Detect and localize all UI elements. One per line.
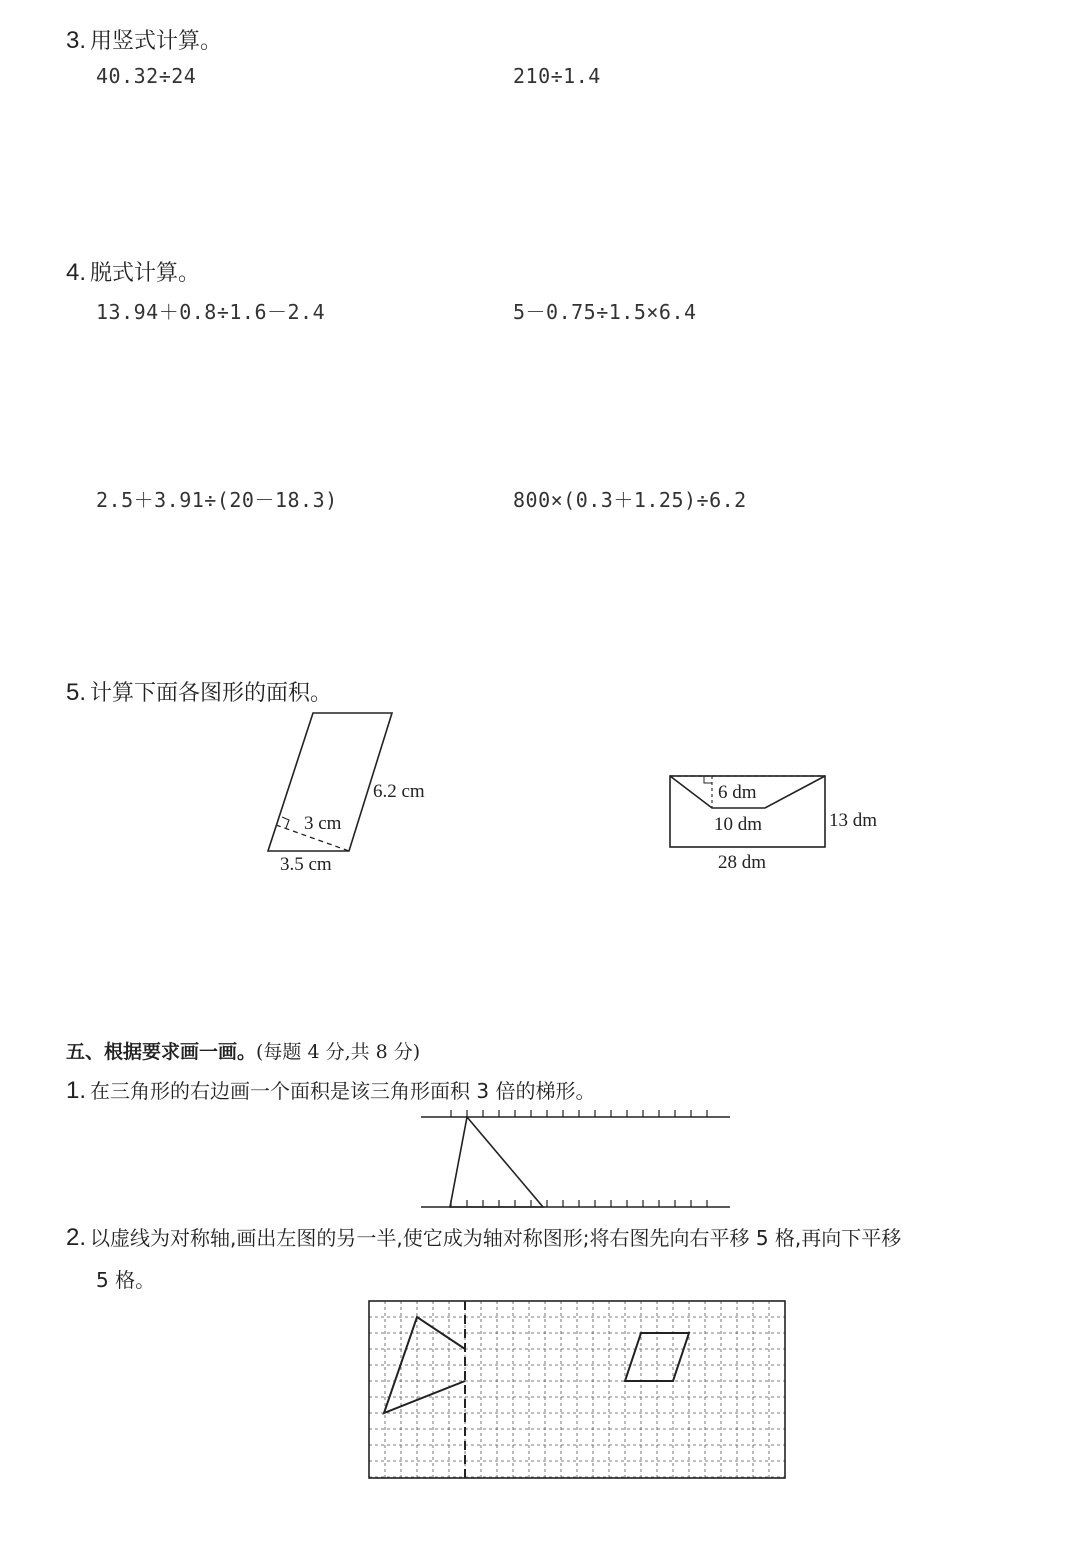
parallelogram-side-label: 6.2 cm <box>373 781 425 802</box>
q4-expr-3: 2.5＋3.91÷(20－18.3) <box>96 488 338 512</box>
bottom-line-ticks <box>451 1200 707 1207</box>
q5-number: 5. <box>66 679 87 706</box>
parallelogram-height-label: 3 cm <box>304 813 342 834</box>
q3-expr-2: 210÷1.4 <box>513 64 601 88</box>
section5-note: (每题 4 分,共 8 分) <box>256 1041 421 1063</box>
draw2-text-line2-wrap <box>96 1264 155 1293</box>
section5-title: 五、根据要求画一画。 <box>66 1041 257 1063</box>
parallel-lines-triangle <box>421 1110 730 1207</box>
q3-number: 3. <box>66 27 87 54</box>
draw1-number: 1. <box>66 1077 87 1104</box>
draw2-text-line1: 以虚线为对称轴,画出左图的另一半,使它成为轴对称图形;将右图先向右平移 5 格,再向下平移 <box>90 1226 902 1250</box>
rectangle-height-label: 13 dm <box>829 810 878 831</box>
rectangle-width-label: 28 dm <box>718 852 767 873</box>
draw1-heading <box>66 1075 595 1105</box>
q5-title: 计算下面各图形的面积。 <box>90 681 333 706</box>
draw2-heading <box>66 1222 901 1252</box>
q4-number: 4. <box>66 259 87 286</box>
q4-expr-2: 5－0.75÷1.5×6.4 <box>513 300 697 324</box>
q3-title: 用竖式计算。 <box>90 29 223 54</box>
parallelogram-base-label: 3.5 cm <box>280 854 332 875</box>
parallelogram-figure <box>268 713 425 875</box>
draw1-text: 在三角形的右边画一个面积是该三角形面积 3 倍的梯形。 <box>90 1079 596 1103</box>
q4-expr-1: 13.94＋0.8÷1.6－2.4 <box>96 300 326 324</box>
trapezoid-cutout-figure <box>670 776 877 873</box>
draw2-text-line2: 5 格。 <box>96 1268 156 1292</box>
top-line-ticks <box>451 1110 707 1117</box>
trapezoid-depth-label: 6 dm <box>718 782 757 803</box>
q4-expr-4: 800×(0.3＋1.25)÷6.2 <box>513 488 747 512</box>
draw2-number: 2. <box>66 1224 87 1251</box>
section5-heading <box>66 1037 420 1064</box>
q3-expr-1: 40.32÷24 <box>96 64 197 88</box>
trapezoid-bottom-label: 10 dm <box>714 814 763 835</box>
q4-title: 脱式计算。 <box>90 261 201 286</box>
symmetry-grid <box>369 1301 785 1478</box>
